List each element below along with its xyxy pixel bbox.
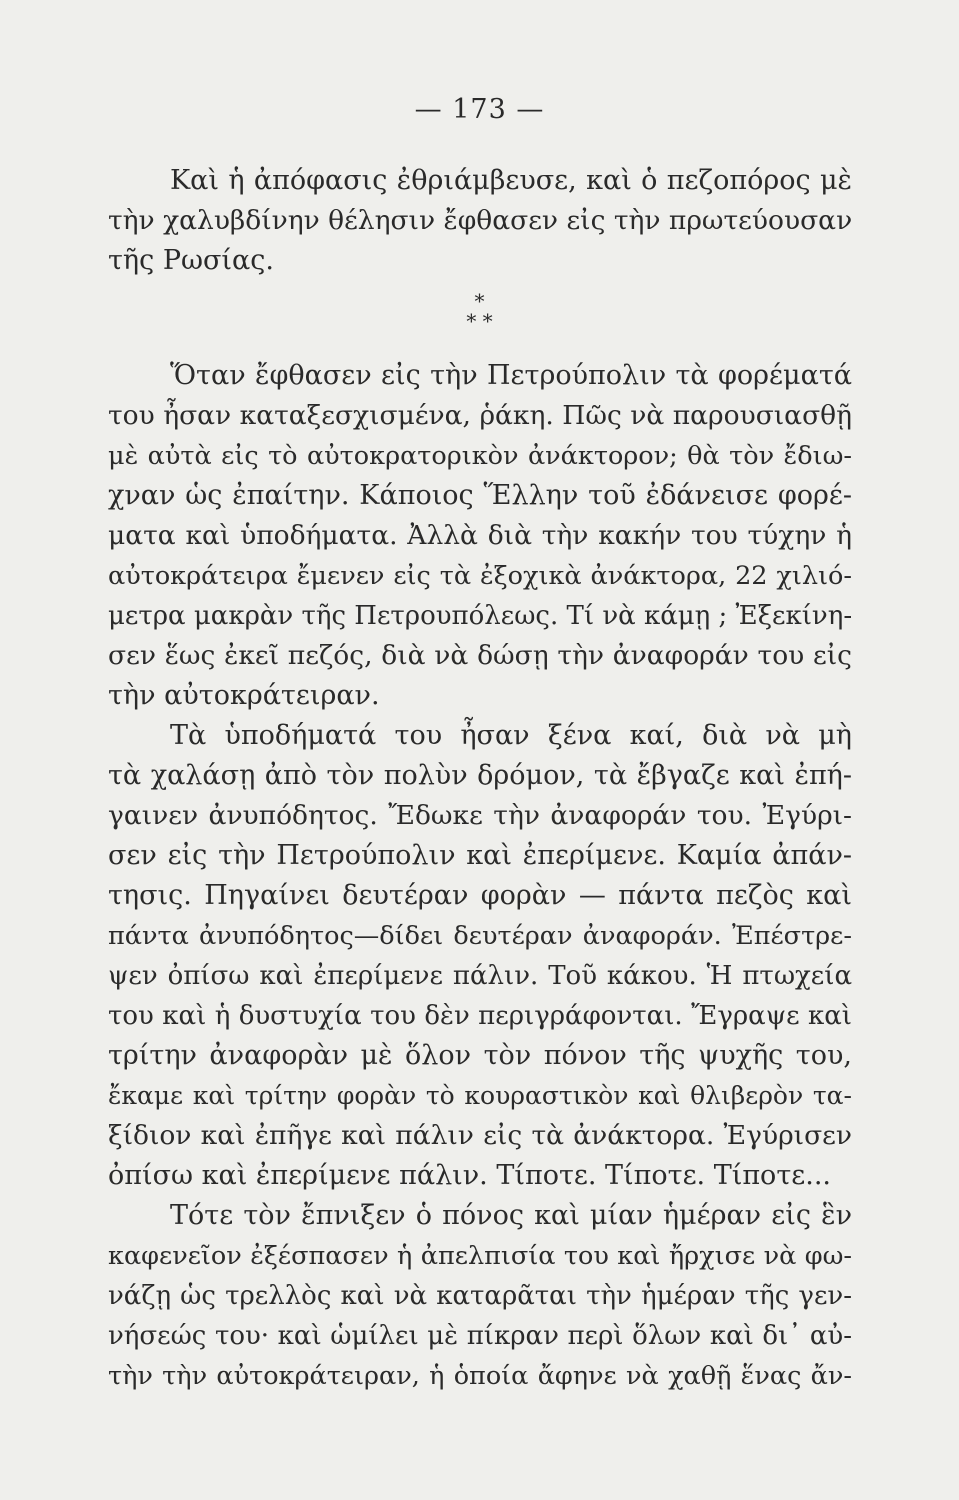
text-line: μὲ αὐτὰ εἰς τὸ αὐτοκρατορικὸν ἀνάκτορον; θὰ τὸν ἔδιω- [108,441,852,471]
text-line: νήσεώς του· καὶ ὡμίλει μὲ πίκραν περὶ ὅλων καὶ δι᾿ αὐ- [108,1321,852,1351]
section-break-bottom: * * [466,309,493,333]
text-line: τησις. Πηγαίνει δευτέραν φορὰν — πάντα πεζὸς καὶ [108,880,852,911]
text-line: χναν ὡς ἐπαίτην. Κάποιος Ἕλλην τοῦ ἐδάνεισε φορέ- [108,480,852,511]
text-line: τρίτην ἀναφορὰν μὲ ὅλον τὸν πόνον τῆς ψυχῆς του, [108,1040,852,1071]
text-line: τὴν τὴν αὐτοκράτειραν, ἡ ὁποία ἄφηνε νὰ χαθῇ ἕνας ἄν- [108,1361,852,1391]
text-line: ξίδιον καὶ ἐπῆγε καὶ πάλιν εἰς τὰ ἀνάκτορα. Ἐγύρισεν [108,1120,852,1151]
text-line: Καὶ ἡ ἀπόφασις ἐθριάμβευσε, καὶ ὁ πεζοπόρος μὲ [170,165,852,196]
text-line: ἔκαμε καὶ τρίτην φορὰν τὸ κουραστικὸν καὶ θλιβερὸν τα- [108,1081,852,1110]
text-line: του ἦσαν καταξεσχισμένα, ῥάκη. Πῶς νὰ παρουσιασθῇ [108,400,852,431]
text-line: σεν εἰς τὴν Πετρούπολιν καὶ ἐπερίμενε. Καμία ἀπάν- [108,840,852,871]
text-line: Τὰ ὑποδήματά του ἦσαν ξένα καί, διὰ νὰ μὴ [170,720,852,751]
text-line: γαινεν ἀνυπόδητος. Ἔδωκε τὴν ἀναφοράν του. Ἐγύρι- [108,800,852,831]
text-line: πάντα ἀνυπόδητος—δίδει δευτέραν ἀναφοράν. Ἐπέστρε- [108,921,852,951]
text-line: τῆς Ρωσίας. [108,245,274,276]
text-line: ματα καὶ ὑποδήματα. Ἀλλὰ διὰ τὴν κακήν του τύχην ἡ [108,520,852,551]
text-line: νάζῃ ὡς τρελλὸς καὶ νὰ καταρᾶται τὴν ἡμέραν τῆς γεν- [108,1281,852,1311]
page-number: — 173 — [414,94,545,125]
text-line: ὀπίσω καὶ ἐπερίμενε πάλιν. Τίποτε. Τίποτε. Τίποτε... [108,1160,831,1191]
text-line: του καὶ ἡ δυστυχία του δὲν περιγράφονται. Ἔγραψε καὶ [108,1001,852,1031]
section-break-top: * [474,289,485,313]
text-line: τὰ χαλάσῃ ἀπὸ τὸν πολὺν δρόμον, τὰ ἔβγαζε καὶ ἐπή- [108,760,852,791]
text-line: αὐτοκράτειρα ἔμενεν εἰς τὰ ἐξοχικὰ ἀνάκτορα, 22 χιλιό- [108,561,852,591]
text-line: μετρα μακρὰν τῆς Πετρουπόλεως. Τί νὰ κάμῃ ; Ἐξεκίνη- [108,601,853,631]
text-line: ψεν ὀπίσω καὶ ἐπερίμενε πάλιν. Τοῦ κάκου. Ἡ πτωχεία [108,961,852,991]
text-line: Ὅταν ἔφθασεν εἰς τὴν Πετρούπολιν τὰ φορέματά [170,360,852,391]
text-line: σεν ἕως ἐκεῖ πεζός, διὰ νὰ δώσῃ τὴν ἀναφοράν του εἰς [108,640,852,671]
text-line: τὴν χαλυβδίνην θέλησιν ἔφθασεν εἰς τὴν πρωτεύουσαν [108,205,853,236]
text-line: τὴν αὐτοκράτειραν. [108,680,380,711]
text-line: Τότε τὸν ἔπνιξεν ὁ πόνος καὶ μίαν ἡμέραν εἰς ἓν [170,1200,852,1231]
text-line: καφενεῖον ἐξέσπασεν ἡ ἀπελπισία του καὶ ἤρχισε νὰ φω- [108,1241,852,1271]
